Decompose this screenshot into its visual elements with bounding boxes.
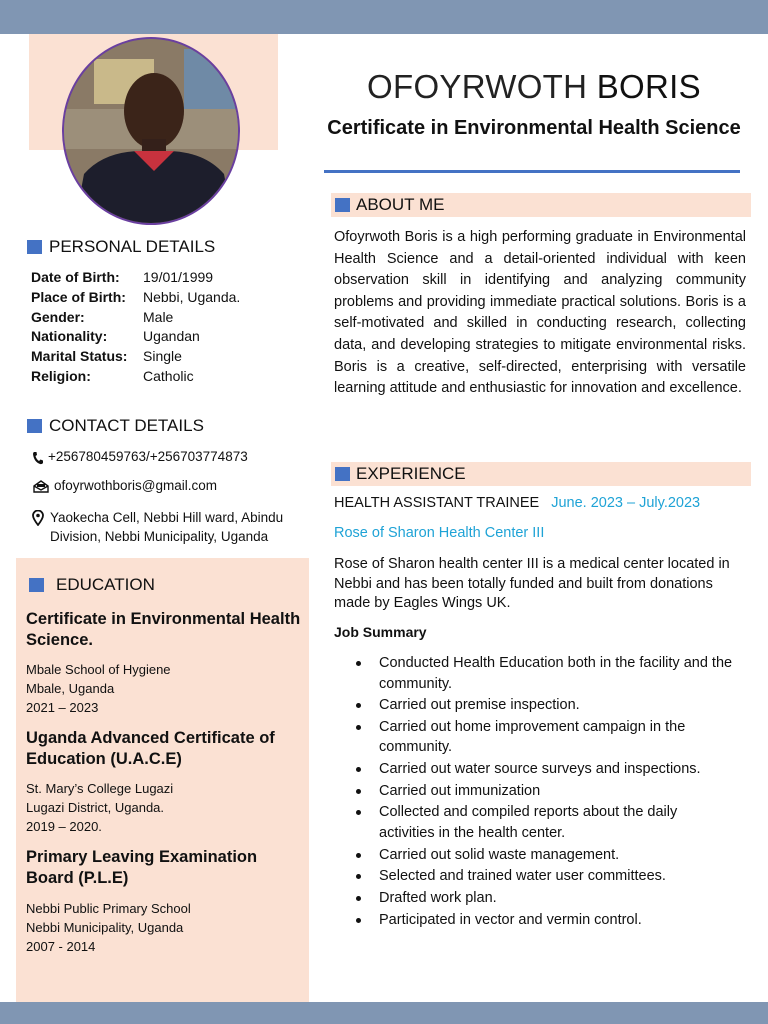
personal-detail-value: Single xyxy=(143,348,182,365)
heading-marker xyxy=(27,419,42,433)
school-years: 2019 – 2020. xyxy=(26,819,102,834)
phone-icon xyxy=(28,449,48,465)
employer-description: Rose of Sharon health center III is a medical center located in Nebbi and has been totally funded and built from donations made by Eagles Wings UK. xyxy=(334,556,730,611)
personal-detail-row xyxy=(31,268,301,288)
job-period: June. 2023 – July.2023 xyxy=(551,495,701,511)
email-icon xyxy=(28,478,54,493)
about-me-title: ABOUT ME xyxy=(356,195,445,214)
personal-detail-label: Gender: xyxy=(31,308,85,325)
heading-marker xyxy=(335,198,350,212)
personal-detail-value: Ugandan xyxy=(143,328,200,345)
school-years: 2021 – 2023 xyxy=(26,700,99,715)
employer-name: Rose of Sharon Health Center III xyxy=(334,525,545,541)
education-title: EDUCATION xyxy=(56,575,155,594)
profile-photo xyxy=(62,37,240,225)
personal-detail-label: Date of Birth: xyxy=(31,269,120,285)
personal-detail-label: Religion: xyxy=(31,367,91,384)
last-name: BORIS xyxy=(596,68,701,105)
job-role: HEALTH ASSISTANT TRAINEE xyxy=(334,495,540,511)
headline: Certificate in Environmental Health Science xyxy=(327,117,741,139)
heading-marker xyxy=(335,467,350,481)
personal-detail-label: Place of Birth: xyxy=(31,288,126,305)
experience-heading xyxy=(331,462,751,486)
education-item-title: Certificate in Environmental Health Science. xyxy=(26,610,301,649)
personal-detail-value: Nebbi, Uganda. xyxy=(143,288,241,305)
personal-detail-row xyxy=(31,327,301,347)
list-item: Carried out premise inspection. xyxy=(356,695,736,716)
education-item-details xyxy=(26,899,301,956)
education-item-title: Primary Leaving Examination Board (P.L.E) xyxy=(26,848,258,887)
list-item: Selected and trained water user committees. xyxy=(356,866,736,887)
contact-address xyxy=(28,508,303,546)
school-name: St. Mary’s College Lugazi xyxy=(26,781,174,796)
heading-marker xyxy=(27,240,42,254)
list-item: Participated in vector and vermin control. xyxy=(356,910,736,931)
personal-details-list xyxy=(31,268,301,387)
education-heading xyxy=(29,575,155,595)
school-years: 2007 - 2014 xyxy=(26,939,96,954)
personal-detail-row xyxy=(31,347,301,367)
personal-detail-row xyxy=(31,288,301,308)
contact-details-heading xyxy=(27,416,204,436)
heading-marker xyxy=(29,578,44,592)
list-item: Carried out water source surveys and inspections. xyxy=(356,759,736,780)
phone-number[interactable]: +256780459763/+256703774873 xyxy=(48,449,248,464)
list-item: Carried out solid waste management. xyxy=(356,845,736,866)
personal-detail-value: Catholic xyxy=(143,367,194,384)
list-item: Carried out home improvement campaign in the community. xyxy=(356,717,736,758)
location-pin-icon xyxy=(28,508,48,526)
personal-detail-value: 19/01/1999 xyxy=(143,269,214,285)
address-text: Yaokecha Cell, Nebbi Hill ward, Abindu Division, Nebbi Municipality, Uganda xyxy=(50,510,284,544)
job-duties-list xyxy=(356,653,736,931)
contact-details-title: CONTACT DETAILS xyxy=(49,416,204,435)
contact-phone xyxy=(28,449,303,465)
about-me-heading xyxy=(331,193,751,217)
first-name: OFOYRWOTH xyxy=(367,68,588,105)
email-address[interactable]: ofoyrwothboris@gmail.com xyxy=(54,478,218,493)
personal-details-heading xyxy=(27,237,215,257)
list-item: Drafted work plan. xyxy=(356,888,736,909)
school-name: Nebbi Public Primary School xyxy=(26,901,191,916)
education-item-details xyxy=(26,660,301,717)
school-name: Mbale School of Hygiene xyxy=(26,662,171,677)
personal-details-title: PERSONAL DETAILS xyxy=(49,237,216,256)
list-item: Conducted Health Education both in the facility and the community. xyxy=(356,653,736,694)
personal-detail-label: Marital Status: xyxy=(31,348,128,365)
bottom-frame-bar xyxy=(0,1002,768,1024)
experience-title: EXPERIENCE xyxy=(356,464,466,483)
personal-detail-label: Nationality: xyxy=(31,328,108,345)
personal-detail-value: Male xyxy=(143,308,174,325)
education-item-details xyxy=(26,779,301,836)
header-divider xyxy=(324,170,740,173)
personal-detail-row xyxy=(31,367,301,387)
job-summary-heading: Job Summary xyxy=(334,624,427,640)
job-line xyxy=(334,495,700,511)
top-frame-bar xyxy=(0,0,768,34)
contact-email xyxy=(28,478,303,493)
about-me-text: Ofoyrwoth Boris is a high performing graduate in Environmental Health Science and a detail-oriented individual with keen observation skill in identifying and analyzing community problems and providing immediate practical solutions. Boris is a self-motivated and skilled in conducting research, collecting data, and developing strategies to mitigate environmental risks. Boris is a creative, self-directed, enterprising with versatile learning attitude and enthusiastic for innovation and excellence. xyxy=(334,229,746,397)
list-item: Carried out immunization xyxy=(356,781,736,802)
personal-detail-row xyxy=(31,308,301,328)
school-location: Mbale, Uganda xyxy=(26,681,115,696)
list-item: Collected and compiled reports about the daily activities in the health center. xyxy=(356,802,736,843)
school-location: Lugazi District, Uganda. xyxy=(26,800,165,815)
candidate-name xyxy=(324,68,744,106)
education-item-title: Uganda Advanced Certificate of Education (U.A.C.E) xyxy=(26,729,275,768)
school-location: Nebbi Municipality, Uganda xyxy=(26,920,184,935)
